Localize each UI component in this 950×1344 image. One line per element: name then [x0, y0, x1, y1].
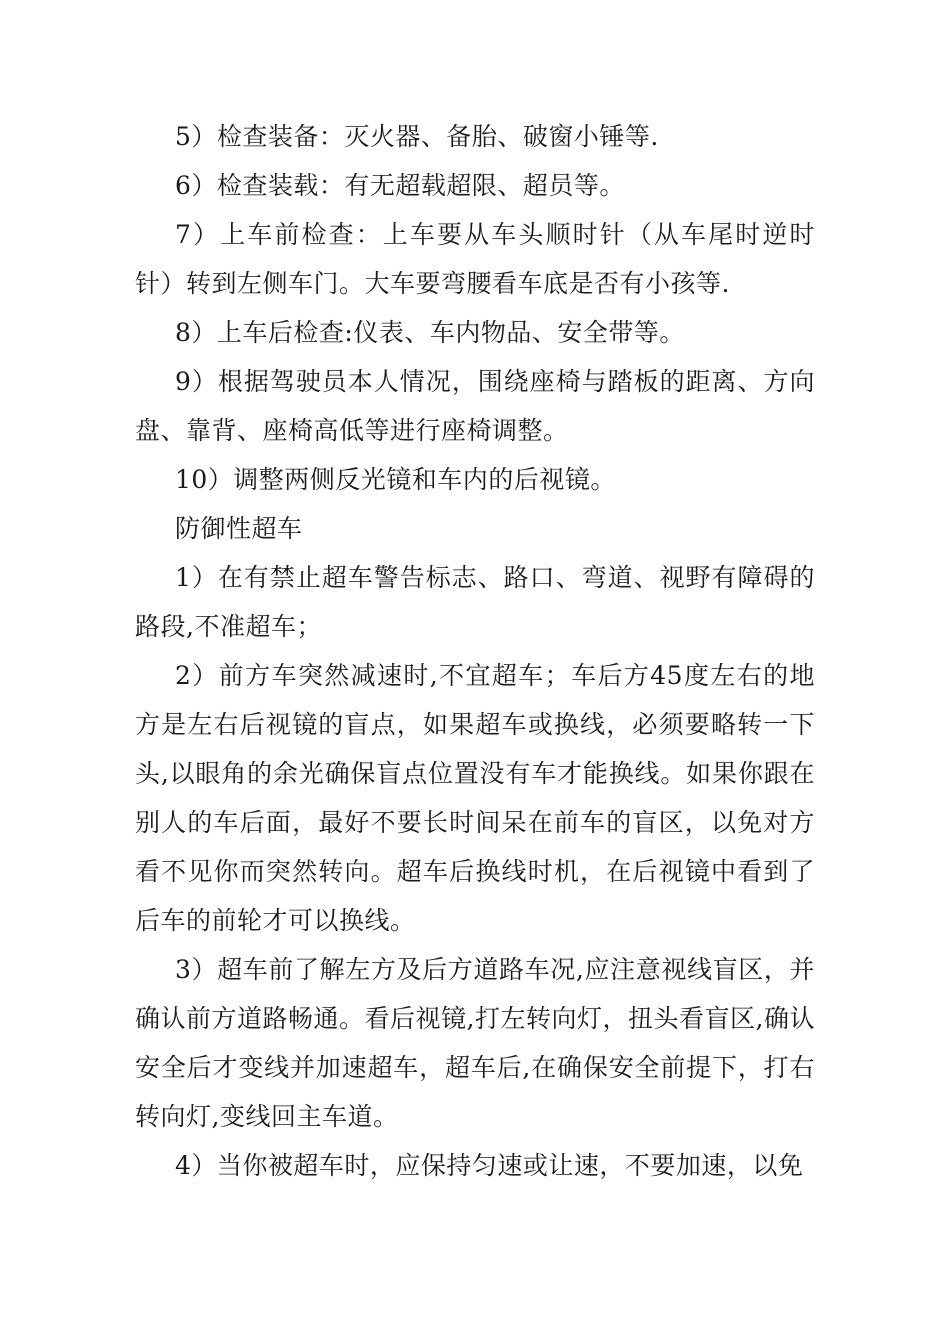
paragraph-blind-spot: 2）前方车突然减速时,不宜超车；车后方45度左右的地方是左右后视镜的盲点，如果超车或换线，必须要略转一下头,以眼角的余光确保盲点位置没有车才能换线。如果你跟在别人的车后面，最好不要长时间呆在前车的盲区，以免对方看不见你而突然转向。超车后换线时机，在后视镜中看到了后车的前轮才可以换线。: [135, 661, 815, 935]
paragraph-no-overtaking-zones: 1）在有禁止超车警告标志、路口、弯道、视野有障碍的路段,不准超车；: [135, 563, 815, 641]
paragraph-check-load: 6）检查装载：有无超载超限、超员等。: [175, 171, 625, 200]
paragraph-pre-boarding-check: 7）上车前检查：上车要从车头顺时针（从车尾时逆时针）转到左侧车门。大车要弯腰看车底是否有小孩等.: [135, 220, 815, 298]
paragraph-mirror-adjustment: 10）调整两侧反光镜和车内的后视镜。: [175, 465, 616, 494]
paragraph-overtaking-procedure: 3）超车前了解左方及后方道路车况,应注意视线盲区，并确认前方道路畅通。看后视镜,打左转向灯，扭头看盲区,确认安全后才变线并加速超车，超车后,在确保安全前提下，打右转向灯,变线回主车道。: [135, 955, 815, 1131]
paragraph-post-boarding-check: 8）上车后检查:仪表、车内物品、安全带等。: [175, 318, 685, 347]
section-heading-defensive-overtaking: 防御性超车: [175, 514, 303, 543]
paragraph-being-overtaken: 4）当你被超车时，应保持匀速或让速，不要加速，以免: [175, 1151, 804, 1180]
paragraph-check-equipment: 5）检查装备：灭火器、备胎、破窗小锤等.: [175, 122, 659, 151]
document-body: [135, 112, 815, 1190]
paragraph-seat-adjustment: 9）根据驾驶员本人情况，围绕座椅与踏板的距离、方向盘、靠背、座椅高低等进行座椅调整。: [135, 367, 815, 445]
